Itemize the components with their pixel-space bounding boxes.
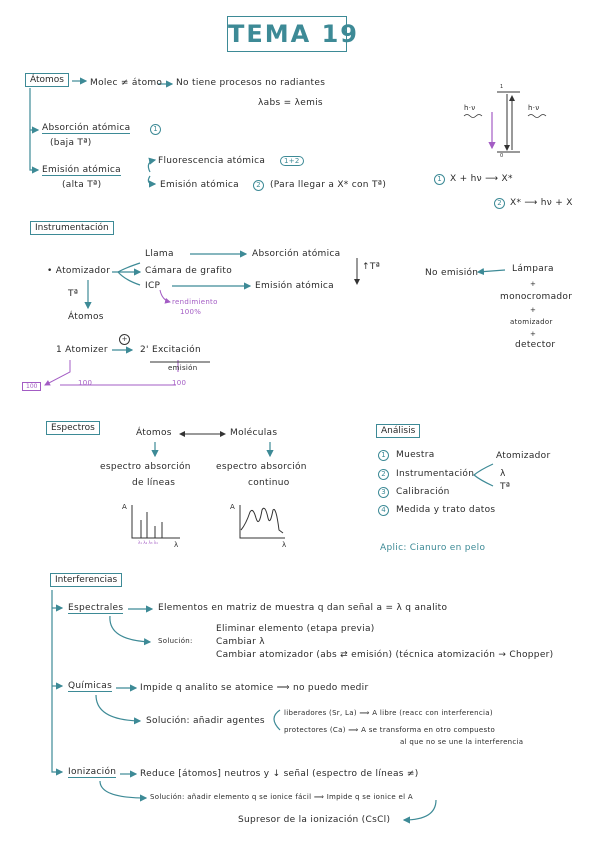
espectrales: Espectrales: [68, 603, 124, 613]
excitacion: 2' Excitación: [140, 345, 201, 355]
analisis-lambda: λ: [500, 469, 506, 479]
eq2-num-icon: 2: [494, 198, 505, 209]
emision-atomica-2: Emisión atómica: [255, 281, 334, 291]
axis-lambda-2: λ: [282, 541, 287, 549]
solucion-2: Cambiar λ: [216, 637, 265, 647]
ionizacion: Ionización: [68, 767, 117, 777]
rendimiento: rendimiento: [172, 298, 218, 306]
espectro-lineas-2: de líneas: [132, 478, 176, 488]
analisis-item-3: Calibración: [396, 487, 450, 497]
emision-atomica-header: Emisión atómica: [42, 165, 121, 175]
temp-up: ↑Tª: [362, 262, 381, 272]
atomos-result: Átomos: [68, 312, 104, 322]
espectros-box: Espectros: [46, 421, 100, 435]
analisis-item-1: Muestra: [396, 450, 435, 460]
axis-lambda-1: λ: [174, 541, 179, 549]
eq1-num-icon: 1: [434, 174, 445, 185]
detector: detector: [515, 340, 556, 350]
para-llegar: (Para llegar a X* con Tª): [270, 180, 387, 190]
liberadores: liberadores (Sr, La) ⟹ A libre (reacc con interferencia): [284, 709, 493, 717]
page-title: TEMA 19: [227, 16, 347, 52]
alta-temp: (alta Tª): [62, 180, 102, 190]
analisis-box: Análisis: [376, 424, 420, 438]
camara-grafito: Cámara de grafito: [145, 266, 233, 276]
lampara: Lámpara: [512, 264, 554, 274]
fluorescencia: Fluorescencia atómica: [158, 156, 266, 166]
quimicas: Químicas: [68, 681, 113, 691]
solucion-3: Cambiar atomizador (abs ⇄ emisión) (técnica atomización → Chopper): [216, 650, 554, 660]
monocromador: monocromador: [500, 292, 573, 302]
analisis-item-2: Instrumentación: [396, 469, 475, 479]
no-procesos-note: No tiene procesos no radiantes: [176, 78, 326, 88]
eq2: X* ⟶ hν + X: [510, 198, 573, 208]
ionizacion-solucion: Solución: añadir elemento q se ionice fácil ⟹ Impide q se ionice el A: [150, 793, 413, 801]
plus-1: +: [530, 280, 537, 288]
atomizador: • Atomizador: [47, 266, 111, 276]
protectores-2: al que no se une la interferencia: [400, 738, 524, 746]
molec-note: Molec ≠ átomo: [90, 78, 163, 88]
espectro-continuo-2: continuo: [248, 478, 290, 488]
espectrales-desc: Elementos en matriz de muestra q dan señal a = λ q analito: [158, 603, 448, 613]
plus-circle-icon: +: [119, 334, 130, 345]
quimicas-desc: Impide q analito se atomice ⟹ no puedo medir: [140, 683, 369, 693]
analisis-atomizador: Atomizador: [496, 451, 551, 461]
instrumentacion-box: Instrumentación: [30, 221, 114, 235]
analisis-ta: Tª: [500, 482, 511, 492]
analisis-num-4-icon: 4: [378, 505, 389, 516]
level-top: 1: [500, 84, 504, 90]
axis-a-1: A: [122, 503, 128, 511]
ta: Tª: [68, 289, 79, 299]
moleculas-spec: Moléculas: [230, 428, 278, 438]
analisis-num-2-icon: 2: [378, 469, 389, 480]
hv-right: h·ν: [528, 104, 540, 112]
fluor-tag: 1+2: [280, 156, 304, 166]
n100-mid: 100: [78, 379, 93, 387]
ionizacion-desc: Reduce [átomos] neutros y ↓ señal (espectro de líneas ≠): [140, 769, 419, 779]
eq1: X + hν ⟶ X*: [450, 174, 513, 184]
axis-a-2: A: [230, 503, 236, 511]
supresor: Supresor de la ionización (CsCl): [238, 815, 391, 825]
num-1-icon: 1: [150, 124, 161, 135]
plus-3: +: [530, 330, 537, 338]
protectores: protectores (Ca) ⟹ A se transforma en otro compuesto: [284, 726, 496, 734]
no-emision: No emisión: [425, 268, 479, 278]
lambda-equality: λabs = λemis: [258, 98, 323, 108]
rendimiento-value: 100%: [180, 308, 202, 316]
hv-left: h·ν: [464, 104, 476, 112]
atomos-box: Átomos: [25, 73, 69, 87]
interferencias-box: Interferencias: [50, 573, 122, 587]
atomos-spec: Átomos: [136, 428, 172, 438]
emision-atomica: Emisión atómica: [160, 180, 239, 190]
n100-right: 100: [172, 379, 187, 387]
icp: ICP: [145, 281, 161, 291]
solucion-1: Eliminar elemento (etapa previa): [216, 624, 375, 634]
baja-temp: (baja Tª): [50, 138, 92, 148]
absorcion-atomica-2: Absorción atómica: [252, 249, 341, 259]
plus-2: +: [530, 306, 537, 314]
num-2-icon: 2: [253, 180, 264, 191]
quimicas-solucion: Solución: añadir agentes: [146, 716, 265, 726]
atomizador-2: atomizador: [510, 318, 553, 326]
analisis-num-1-icon: 1: [378, 450, 389, 461]
aplicacion: Aplic: Cianuro en pelo: [380, 543, 486, 553]
espectrales-solucion: Solución:: [158, 637, 193, 645]
espectro-continuo-1: espectro absorción: [216, 462, 307, 472]
analisis-num-3-icon: 3: [378, 487, 389, 498]
one-atomizer: 1 Atomizer: [56, 345, 108, 355]
absorcion-atomica: Absorción atómica: [42, 123, 131, 133]
llama: Llama: [145, 249, 174, 259]
tiny-lambdas: λ₁ λ₂ λ₃ λ₄: [138, 540, 158, 545]
level-bottom: 0: [500, 153, 504, 159]
analisis-item-4: Medida y trato datos: [396, 505, 496, 515]
espectro-lineas-1: espectro absorción: [100, 462, 191, 472]
emision-small: emisión: [168, 364, 198, 372]
n100-box: 100: [22, 382, 41, 391]
